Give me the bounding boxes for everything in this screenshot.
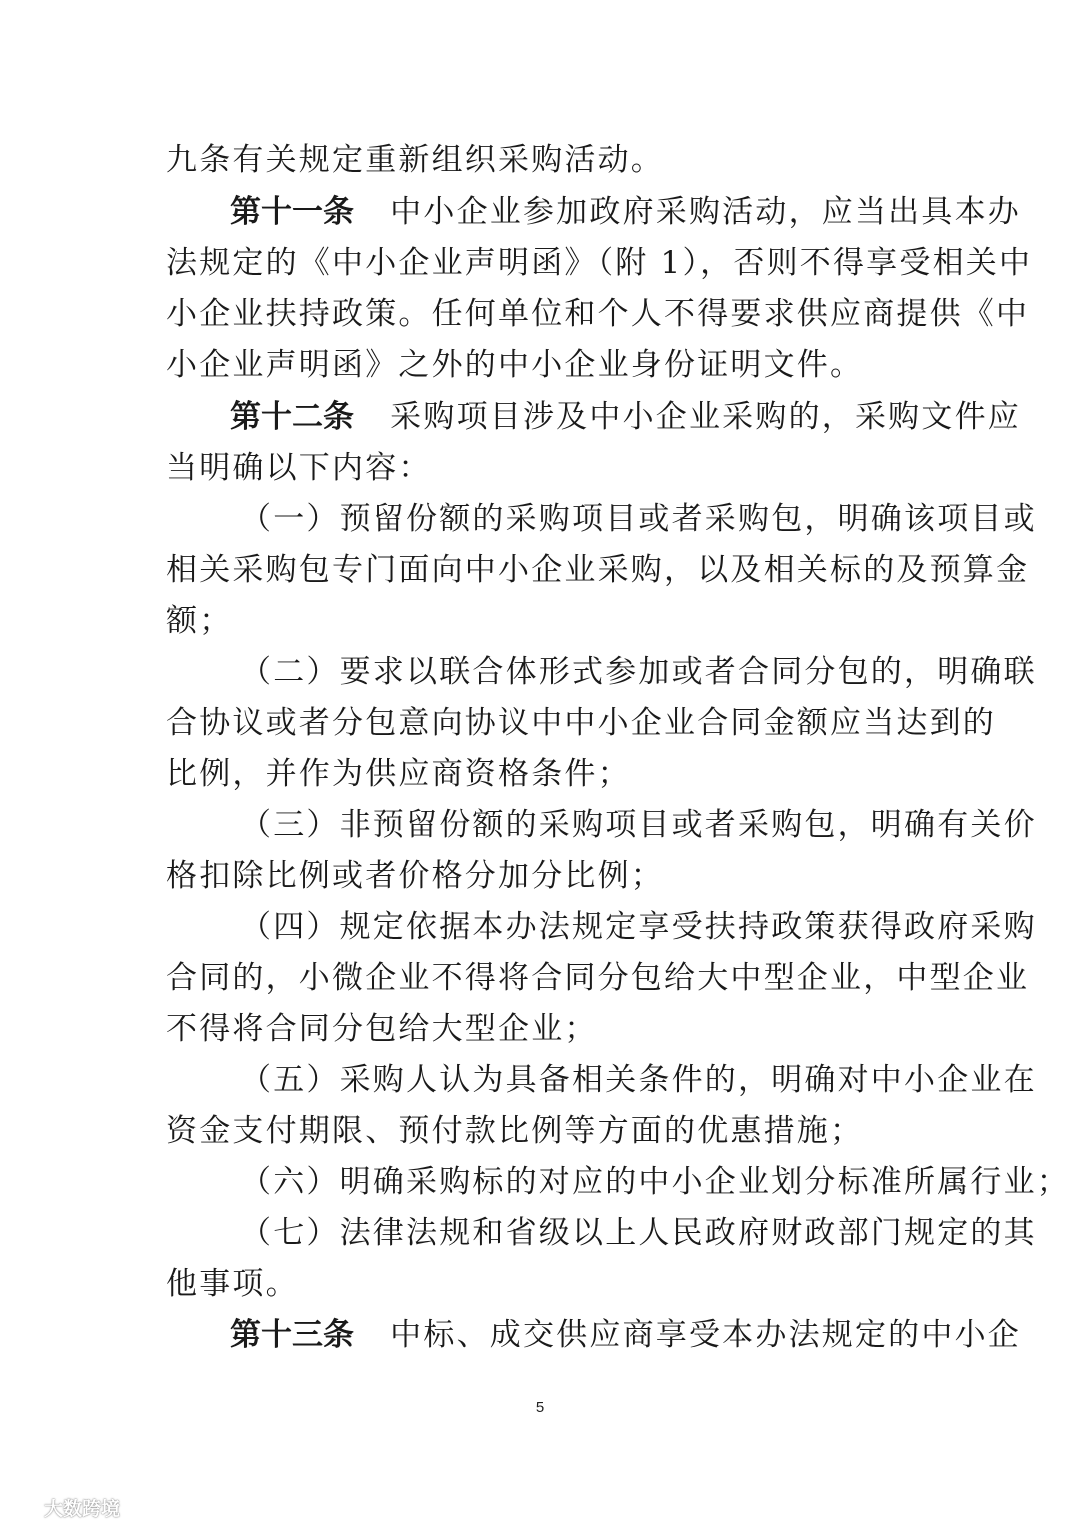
body-line: 九条有关规定重新组织采购活动。 [166,142,664,178]
body-line: 当明确以下内容： [166,450,432,486]
watermark-text: 大数跨境 [44,1497,121,1520]
body-line: 合协议或者分包意向协议中中小企业合同金额应当达到的 [166,705,996,741]
body-line: 小企业声明函》之外的中小企业身份证明文件。 [166,347,864,383]
body-line: 资金支付期限、预付款比例等方面的优惠措施； [166,1113,864,1149]
watermark [8,1492,120,1522]
body-line: 比例，并作为供应商资格条件； [166,756,631,792]
weibo-logo-icon [8,1495,38,1519]
body-line: 相关采购包专门面向中小企业采购，以及相关标的及预算金 [166,552,1030,588]
body-line: 法规定的《中小企业声明函》（附 1），否则不得享受相关中 [166,245,1033,281]
article-number: 第十二条 [230,399,354,435]
list-item-line: （六）明确采购标的对应的中小企业划分标准所属行业； [240,1164,1070,1200]
body-line: 合同的，小微企业不得将合同分包给大中型企业，中型企业 [166,960,1030,996]
body-line: 额； [166,603,233,639]
list-item-line: （七）法律法规和省级以上人民政府财政部门规定的其 [240,1215,1037,1251]
body-line: 不得将合同分包给大型企业； [166,1011,598,1047]
article-number: 第十一条 [230,194,354,230]
list-item-line: （二）要求以联合体形式参加或者合同分包的，明确联 [240,654,1037,690]
list-item-line: （一）预留份额的采购项目或者采购包，明确该项目或 [240,501,1037,537]
article-heading-line: 第十三条 中标、成交供应商享受本办法规定的中小企 [230,1317,1021,1353]
list-item-line: （五）采购人认为具备相关条件的，明确对中小企业在 [240,1062,1037,1098]
body-line: 小企业扶持政策。任何单位和个人不得要求供应商提供《中 [166,296,1030,332]
body-line: 他事项。 [166,1266,299,1302]
article-heading-line: 第十二条 采购项目涉及中小企业采购的，采购文件应 [230,399,1021,435]
page-number: 5 [535,1399,545,1416]
article-heading-line: 第十一条 中小企业参加政府采购活动，应当出具本办 [230,194,1021,230]
body-line: 格扣除比例或者价格分加分比例； [166,858,664,894]
list-item-line: （四）规定依据本办法规定享受扶持政策获得政府采购 [240,909,1037,945]
article-number: 第十三条 [230,1317,354,1353]
list-item-line: （三）非预留份额的采购项目或者采购包，明确有关价 [240,807,1037,843]
